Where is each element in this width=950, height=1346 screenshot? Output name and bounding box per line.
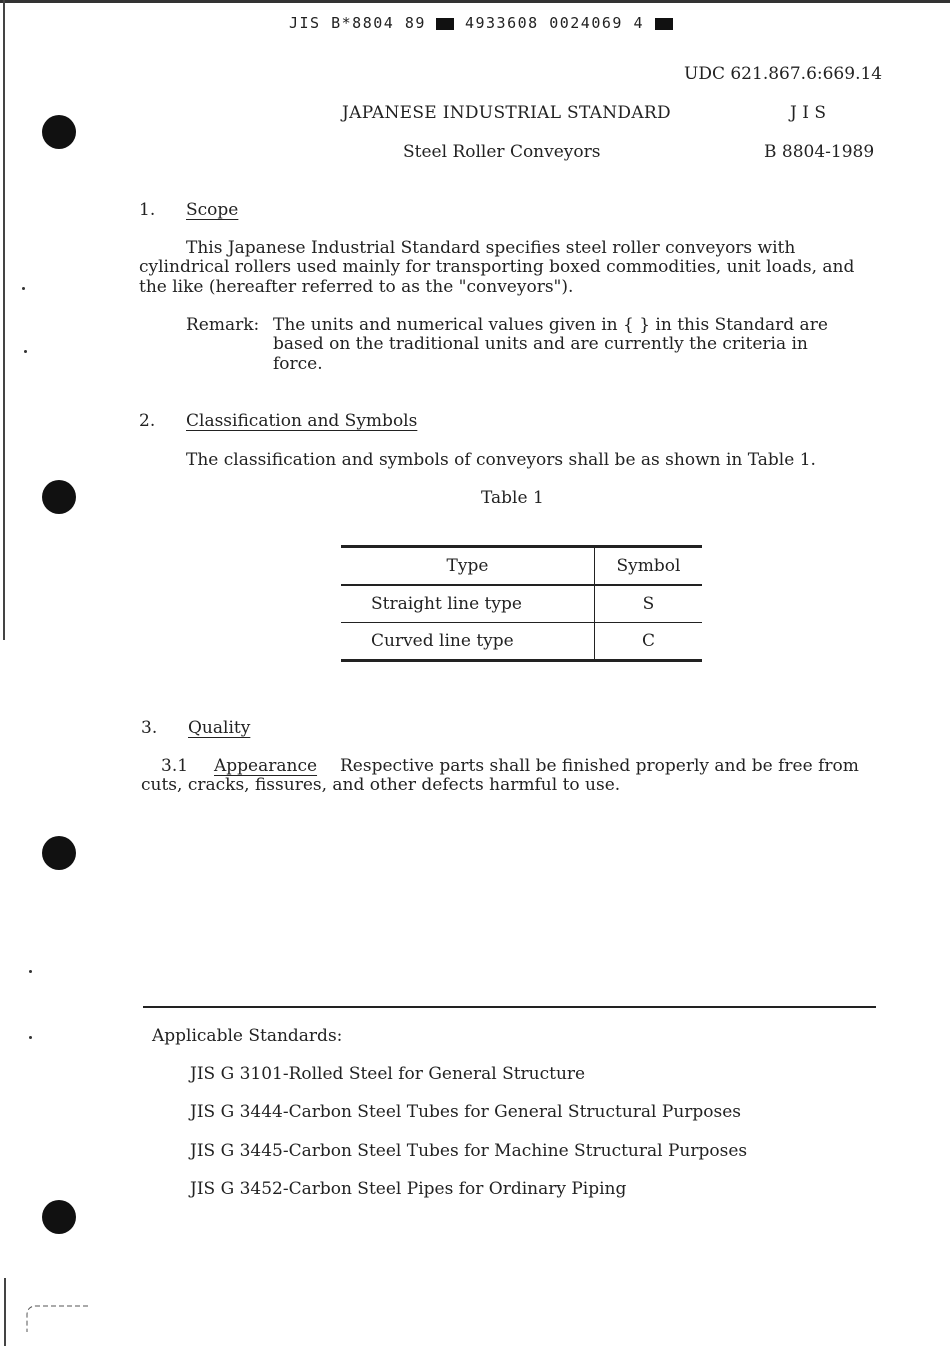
table-row [341, 623, 702, 661]
header-code [289, 14, 673, 32]
header-code-b: 4933608 0024069 4 [464, 14, 644, 32]
section1-para-line: the like (hereafter referred to as the "conveyors"). [139, 277, 574, 297]
applicable-heading: Applicable Standards: [152, 1026, 343, 1046]
remark-line: The units and numerical values given in { } in this Standard are [273, 315, 828, 335]
table-header-symbol: Symbol [595, 547, 703, 586]
table-cell-symbol: S [595, 585, 703, 623]
speck [24, 350, 27, 353]
table-cell-type: Straight line type [341, 585, 595, 623]
section3-title: Quality [188, 718, 251, 738]
black-box-icon [655, 18, 673, 30]
left-border [3, 0, 5, 640]
standard-title: JAPANESE INDUSTRIAL STANDARD [342, 103, 671, 123]
doc-number: B 8804-1989 [764, 142, 875, 162]
punch-hole-icon [42, 836, 76, 870]
applicable-item: JIS G 3445-Carbon Steel Tubes for Machine Structural Purposes [190, 1141, 748, 1161]
section1-number: 1. [139, 200, 156, 220]
speck [22, 287, 25, 290]
section2-title: Classification and Symbols [186, 411, 418, 431]
punch-hole-icon [42, 115, 76, 149]
left-border-bottom [4, 1278, 6, 1346]
corner-mark-icon [22, 1298, 92, 1338]
top-border [0, 0, 950, 3]
punch-hole-icon [42, 480, 76, 514]
udc-number: UDC 621.867.6:669.14 [684, 64, 883, 84]
subsection-title: Appearance [214, 756, 318, 776]
applicable-item: JIS G 3101-Rolled Steel for General Structure [190, 1064, 586, 1084]
speck [29, 970, 32, 973]
section1-para-line: This Japanese Industrial Standard specifies steel roller conveyors with [186, 238, 796, 258]
subsection-number: 3.1 [161, 756, 189, 776]
subsection-line: Respective parts shall be finished properly and be free from [340, 756, 859, 776]
classification-table [341, 545, 702, 662]
table-cell-type: Curved line type [341, 623, 595, 661]
jis-mark: J I S [790, 103, 826, 123]
section1-para-line: cylindrical rollers used mainly for transporting boxed commodities, unit loads, and [139, 257, 855, 277]
table-caption: Table 1 [481, 488, 544, 508]
doc-title: Steel Roller Conveyors [403, 142, 601, 162]
section3-number: 3. [141, 718, 158, 738]
applicable-item: JIS G 3452-Carbon Steel Pipes for Ordinary Piping [190, 1179, 627, 1199]
black-box-icon [436, 18, 454, 30]
table-header-row [341, 547, 702, 586]
section1-title: Scope [186, 200, 239, 220]
table-header-type: Type [341, 547, 595, 586]
table-row [341, 585, 702, 623]
applicable-item: JIS G 3444-Carbon Steel Tubes for General Structural Purposes [190, 1102, 742, 1122]
remark-line: based on the traditional units and are currently the criteria in [273, 334, 808, 354]
speck [29, 1036, 32, 1039]
punch-hole-icon [42, 1200, 76, 1234]
header-code-a: JIS B*8804 89 [289, 14, 426, 32]
footnote-divider [143, 1006, 876, 1008]
section2-para: The classification and symbols of conveyors shall be as shown in Table 1. [186, 450, 816, 470]
remark-line: force. [273, 354, 323, 374]
subsection-line: cuts, cracks, fissures, and other defects harmful to use. [141, 775, 621, 795]
section2-number: 2. [139, 411, 156, 431]
table-cell-symbol: C [641, 631, 655, 651]
remark-label: Remark: [186, 315, 260, 335]
